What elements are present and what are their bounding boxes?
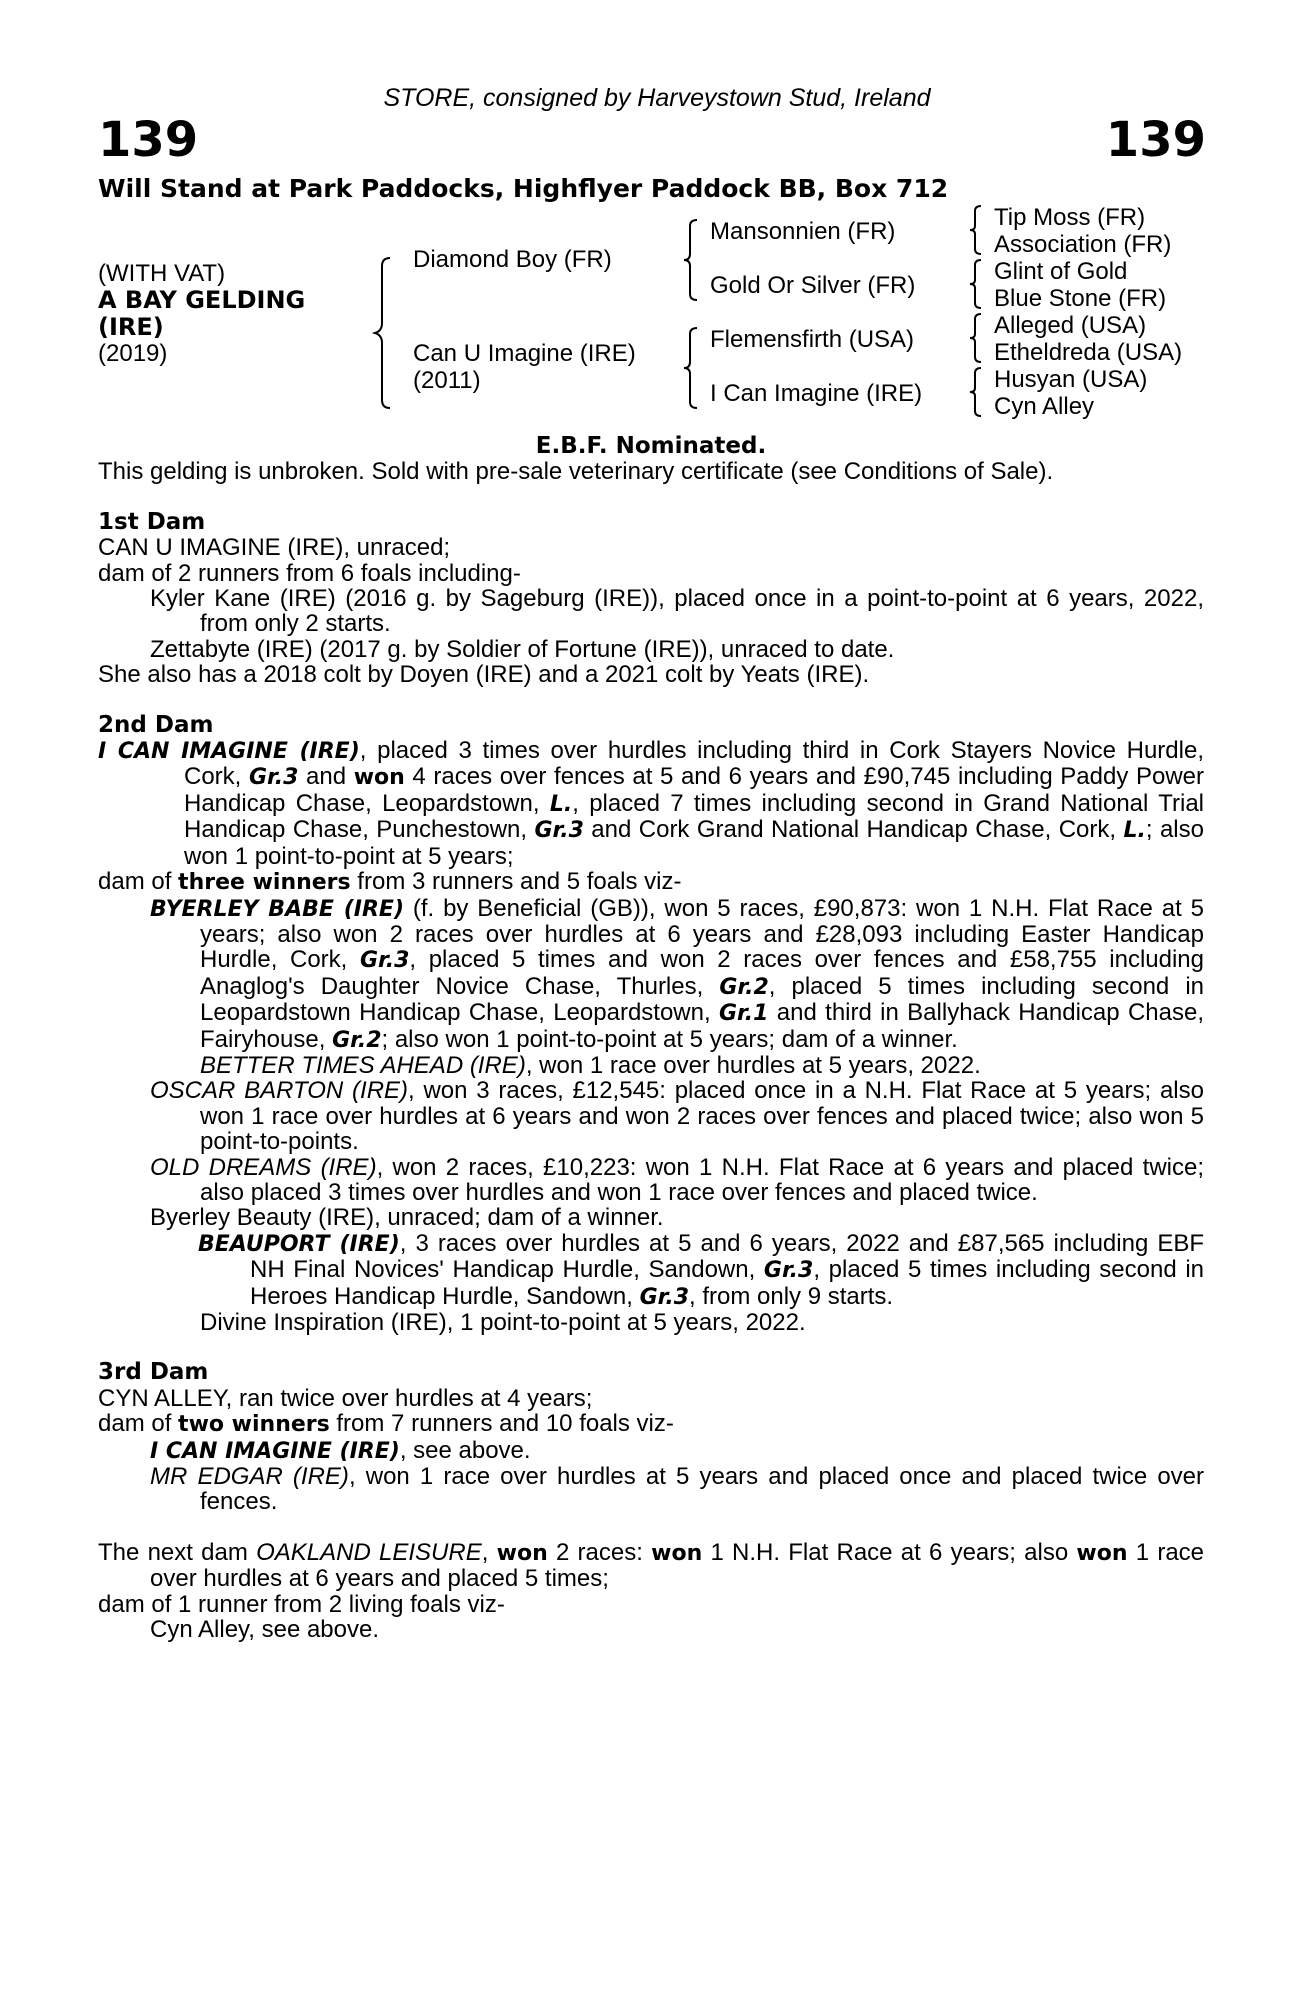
dd-dam: Cyn Alley: [994, 393, 1095, 420]
lot-year: (2019): [98, 340, 168, 367]
grade-badge: Gr.1: [719, 1001, 769, 1027]
grade-badge: Gr.3: [359, 948, 410, 974]
lot-number-left: 139: [98, 112, 199, 168]
produce-zettabyte: Zettabyte (IRE) (2017 g. by Soldier of Fortune (IRE)), unraced to date.: [150, 635, 895, 663]
lot-name-country: (IRE): [98, 313, 164, 341]
listed-badge: L.: [1123, 818, 1146, 844]
produce-kyler-kane: Kyler Kane (IRE) (2016 g. by Sageburg (IRE)), placed once in a point-to-point at 6 years, 2022, from only 2 starts.: [150, 585, 1204, 638]
dam-dam: I Can Imagine (IRE): [710, 380, 923, 407]
stand-info: Will Stand at Park Paddocks, Highflyer Paddock BB, Box 712: [98, 174, 949, 203]
lot-name: A BAY GELDING: [98, 286, 306, 314]
dam-bracket: [682, 326, 700, 410]
produce-better-times-ahead: BETTER TIMES AHEAD (IRE), won 1 race over hurdles at 5 years, 2022.: [200, 1051, 981, 1079]
first-dam-heading: 1st Dam: [98, 508, 206, 535]
first-dam-produce: dam of 2 runners from 6 foals including-: [98, 559, 521, 587]
produce-cyn-alley: Cyn Alley, see above.: [150, 1616, 380, 1644]
catalogue-body: [98, 434, 1204, 1642]
horse-name: I CAN IMAGINE (IRE): [150, 1438, 400, 1464]
gg-bracket-2: [968, 258, 984, 310]
sire-dam: Gold Or Silver (FR): [710, 272, 916, 299]
grade-badge: Gr.2: [332, 1027, 382, 1053]
gg-bracket-3: [968, 312, 984, 364]
dam-year: (2011): [413, 367, 481, 394]
next-dam-produce: dam of 1 runner from 2 living foals viz-: [98, 1590, 505, 1618]
ds-sire: Alleged (USA): [994, 312, 1147, 339]
produce-oscar-barton: OSCAR BARTON (IRE), won 3 races, £12,545: placed once in a N.H. Flat Race at 5 years; also won 1 race over hurdles at 6 years and won 2 races over fences and placed twice; also won 5 point-to-points.: [150, 1077, 1204, 1156]
first-dam-foals: She also has a 2018 colt by Doyen (IRE) and a 2021 colt by Yeats (IRE).: [98, 661, 870, 689]
sale-note: This gelding is unbroken. Sold with pre-sale veterinary certificate (see Conditions of Sale).: [98, 458, 1054, 486]
dd-sire: Husyan (USA): [994, 366, 1148, 393]
grade-badge: Gr.3: [639, 1284, 689, 1310]
sire-bracket: [682, 218, 700, 302]
gg-bracket-4: [968, 366, 984, 418]
sire: Diamond Boy (FR): [413, 246, 612, 273]
sd-dam: Blue Stone (FR): [994, 285, 1167, 312]
dam: Can U Imagine (IRE): [413, 340, 636, 367]
second-dam-heading: 2nd Dam: [98, 711, 214, 738]
sd-sire: Glint of Gold: [994, 258, 1128, 285]
first-dam-line: CAN U IMAGINE (IRE), unraced;: [98, 534, 451, 562]
produce-beauport: BEAUPORT (IRE), 3 races over hurdles at 5 and 6 years, 2022 and £87,565 including EBF NH Final Novices' Handicap Hurdle, Sandown, Gr.3, placed 5 times including second in Heroes Handicap Hurdle, Sandown, Gr.3, from only 9 starts.: [198, 1229, 1204, 1310]
second-dam-produce: dam of three winners from 3 runners and 5 foals viz-: [98, 868, 682, 896]
produce-i-can-imagine: I CAN IMAGINE (IRE), see above.: [150, 1436, 531, 1464]
grade-badge: Gr.2: [719, 974, 769, 1000]
grade-badge: Gr.3: [534, 818, 584, 844]
ebf-nomination: E.B.F. Nominated.: [535, 433, 767, 459]
third-dam-line: CYN ALLEY, ran twice over hurdles at 4 years;: [98, 1384, 593, 1412]
produce-mr-edgar: MR EDGAR (IRE), won 1 race over hurdles at 5 years and placed once and placed twice over fences.: [150, 1463, 1205, 1516]
produce-divine-inspiration: Divine Inspiration (IRE), 1 point-to-point at 5 years, 2022.: [200, 1309, 806, 1336]
produce-byerley-babe: BYERLEY BABE (IRE) (f. by Beneficial (GB)), won 5 races, £90,873: won 1 N.H. Flat Race at 5 years; also won 2 races over hurdles at 6 years and £28,093 including Easter Handicap Hurdle, Cork, Gr.3, placed 5 times and won 2 races over fences and £58,755 including Anaglog's Daughter Novice Chase, Thurles, Gr.2, placed 5 times including second in Leopardstown Handicap Chase, Leopardstown, Gr.1 and third in Ballyhack Handicap Chase, Fairyhouse, Gr.2; also won 1 point-to-point at 5 years; dam of a winner.: [150, 894, 1204, 1053]
listed-badge: L.: [549, 791, 573, 817]
grade-badge: Gr.3: [248, 765, 299, 791]
horse-name: BYERLEY BABE (IRE): [150, 896, 405, 922]
main-bracket: [372, 256, 394, 410]
third-dam-produce: dam of two winners from 7 runners and 10 foals viz-: [98, 1410, 674, 1438]
next-dam-record: The next dam OAKLAND LEISURE, won 2 races: won 1 N.H. Flat Race at 6 years; also won 1 race over hurdles at 6 years and placed 5 times;: [98, 1538, 1205, 1593]
horse-name: BEAUPORT (IRE): [198, 1231, 400, 1257]
ds-dam: Etheldreda (USA): [994, 339, 1183, 366]
third-dam-heading: 3rd Dam: [98, 1359, 209, 1386]
lot-number-right: 139: [1105, 112, 1206, 168]
grade-badge: Gr.3: [763, 1258, 814, 1284]
horse-name: I CAN IMAGINE (IRE): [98, 739, 360, 765]
vat-label: (WITH VAT): [98, 260, 226, 287]
ss-dam: Association (FR): [994, 231, 1172, 258]
produce-byerley-beauty: Byerley Beauty (IRE), unraced; dam of a winner.: [150, 1204, 664, 1232]
consignor-line: STORE, consigned by Harveystown Stud, Ireland: [383, 84, 931, 112]
sire-sire: Mansonnien (FR): [710, 218, 896, 245]
second-dam-record: I CAN IMAGINE (IRE), placed 3 times over hurdles including third in Cork Stayers Novice Hurdle, Cork, Gr.3 and won 4 races over fences at 5 and 6 years and £90,745 including Paddy Power Handicap Chase, Leopardstown, L., placed 7 times including second in Grand National Trial Handicap Chase, Punchestown, Gr.3 and Cork Grand National Handicap Chase, Cork, L.; also won 1 point-to-point at 5 years;: [98, 737, 1204, 870]
produce-old-dreams: OLD DREAMS (IRE), won 2 races, £10,223: won 1 N.H. Flat Race at 6 years and placed twice; also placed 3 times over hurdles and won 1 race over fences and placed twice.: [150, 1153, 1204, 1206]
dam-sire: Flemensfirth (USA): [710, 326, 915, 353]
ss-sire: Tip Moss (FR): [994, 204, 1146, 231]
gg-bracket-1: [968, 204, 984, 256]
